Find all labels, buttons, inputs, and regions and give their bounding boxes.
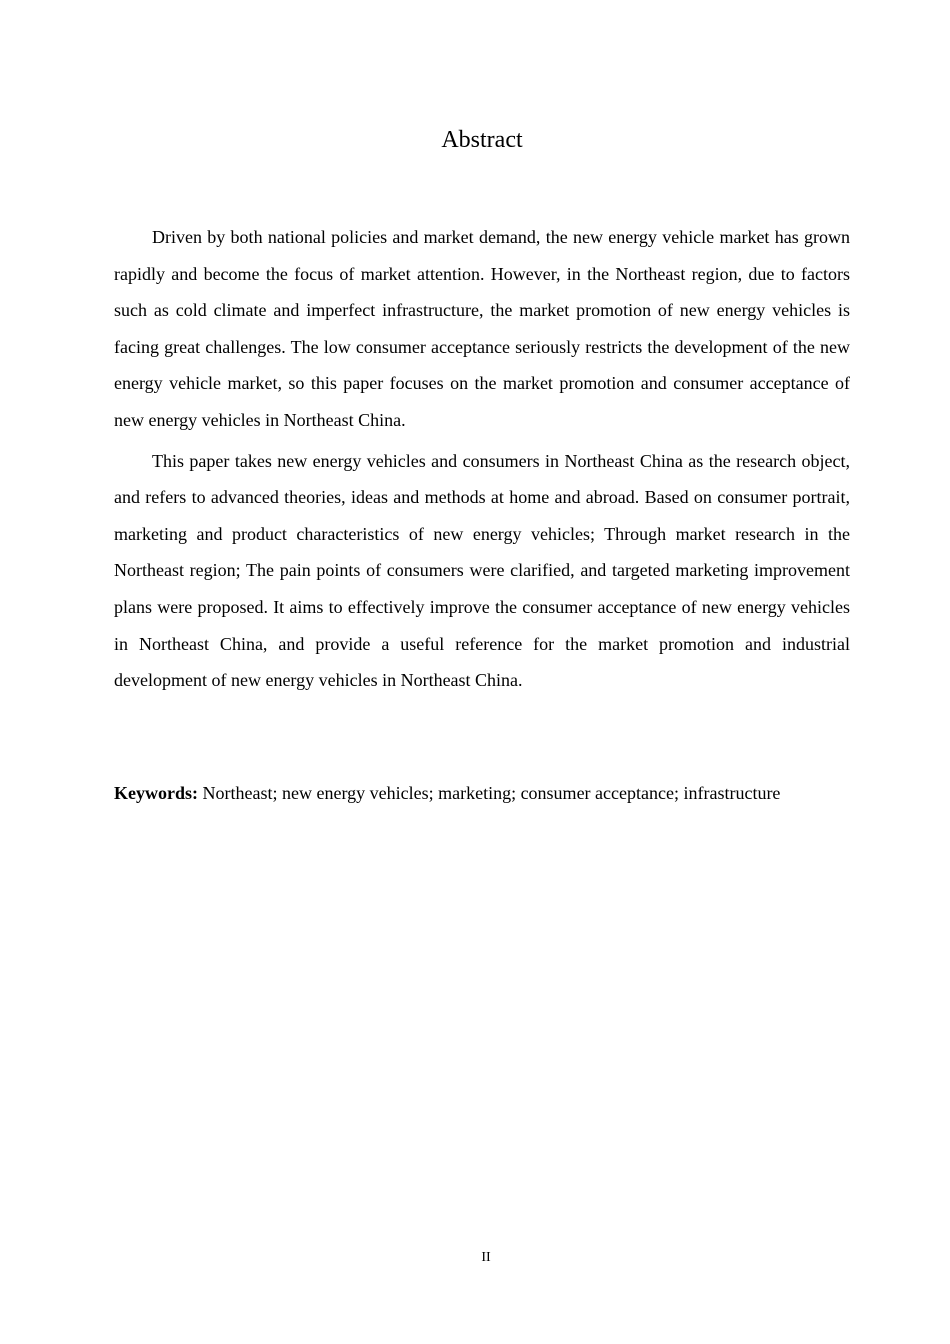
abstract-title: Abstract — [441, 127, 523, 153]
abstract-body — [114, 219, 850, 699]
abstract-paragraph-2: This paper takes new energy vehicles and consumers in Northeast China as the research object, and refers to advanced theories, ideas and methods at home and abroad. Based on consumer portrait, marketing and product characteristics of new energy vehicles; Through market research in the Northeast region; The pain points of consumers were clarified, and targeted marketing improvement plans were proposed. It aims to effectively improve the consumer acceptance of new energy vehicles in Northeast China, and provide a useful reference for the market promotion and industrial development of new energy vehicles in Northeast China. — [114, 450, 850, 691]
abstract-paragraph-1: Driven by both national policies and market demand, the new energy vehicle market has grown rapidly and become the focus of market attention. However, in the Northeast region, due to factors such as cold climate and imperfect infrastructure, the market promotion of new energy vehicles is facing great challenges. The low consumer acceptance seriously restricts the development of the new energy vehicle market, so this paper focuses on the market promotion and consumer acceptance of new energy vehicles in Northeast China. — [114, 227, 850, 430]
keywords-label: Keywords: — [114, 783, 198, 803]
page-number: II — [481, 1250, 491, 1265]
keywords-line — [114, 775, 850, 811]
keywords-text: Northeast; new energy vehicles; marketing; consumer acceptance; infrastructure — [198, 783, 781, 803]
